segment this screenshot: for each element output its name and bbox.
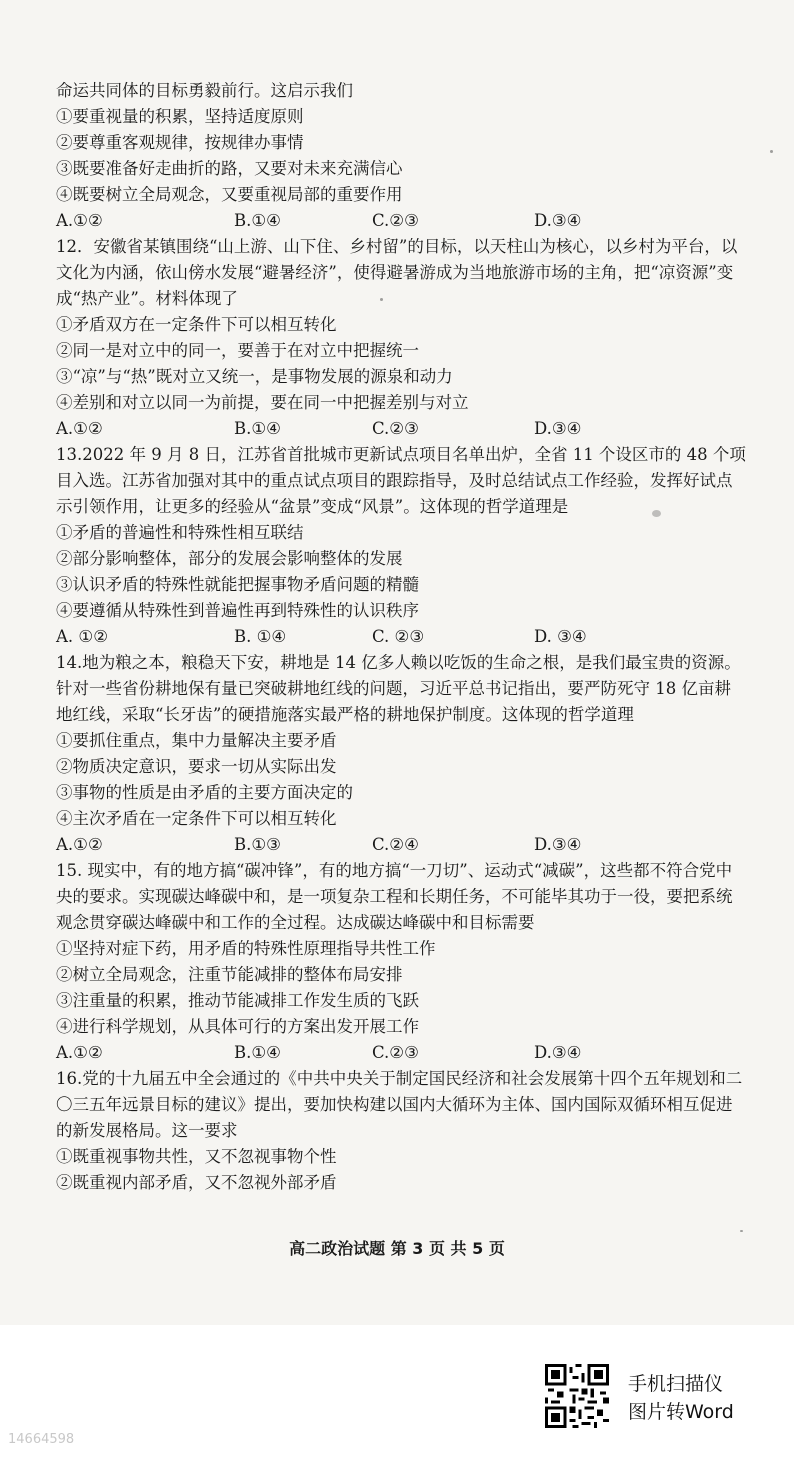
choice-item: ①矛盾双方在一定条件下可以相互转化 — [56, 315, 337, 334]
option-b: B.①④ — [234, 211, 281, 230]
option-a: A.①② — [56, 1043, 103, 1062]
answer-options — [56, 1040, 746, 1066]
answer-options — [56, 208, 746, 234]
question-stem: 12．安徽省某镇围绕“山上游、山下住、乡村留”的目标，以天柱山为核心，以乡村为平台，以文化为内涵，依山傍水发展“避暑经济”，使得避暑游成为当地旅游市场的主角，把“凉资源”变成“热产业”。材料体现了 — [56, 237, 738, 308]
qr-code — [545, 1364, 609, 1428]
choice-item: ①要重视量的积累，坚持适度原则 — [56, 107, 304, 126]
option-d: D.③④ — [534, 419, 582, 438]
option-c: C.②④ — [372, 835, 419, 854]
question-11-tail — [56, 78, 746, 234]
option-b: B.①④ — [234, 419, 281, 438]
scan-speck — [740, 1230, 743, 1232]
answer-options — [56, 416, 746, 442]
scan-speck — [380, 298, 383, 301]
choice-item: ②同一是对立中的同一，要善于在对立中把握统一 — [56, 341, 419, 360]
page-footer: 高二政治试题 第 3 页 共 5 页 — [289, 1239, 505, 1258]
question-stem: 命运共同体的目标勇毅前行。这启示我们 — [56, 81, 353, 100]
question-content — [56, 78, 746, 1196]
scanner-caption-line2: 图片转Word — [628, 1401, 734, 1423]
choice-item: ①既重视事物共性，又不忽视事物个性 — [56, 1147, 337, 1166]
question-stem: 14.地为粮之本，粮稳天下安，耕地是 14 亿多人赖以吃饭的生命之根，是我们最宝贵的资源。针对一些省份耕地保有量已突破耕地红线的问题，习近平总书记指出，要严防死守 18 亿亩耕地红线，采取“长牙齿”的硬措施落实最严格的耕地保护制度。这体现的哲学道理 — [56, 653, 741, 724]
choice-item: ②树立全局观念，注重节能减排的整体布局安排 — [56, 965, 403, 984]
scanner-caption-line1: 手机扫描仪 — [628, 1373, 724, 1395]
option-b: B. ①④ — [234, 627, 287, 646]
choice-item: ①要抓住重点，集中力量解决主要矛盾 — [56, 731, 337, 750]
choice-item: ④既要树立全局观念，又要重视局部的重要作用 — [56, 185, 403, 204]
option-c: C.②③ — [372, 419, 419, 438]
option-d: D. ③④ — [534, 627, 587, 646]
option-c: C.②③ — [372, 211, 419, 230]
choice-item: ④进行科学规划，从具体可行的方案出发开展工作 — [56, 1017, 419, 1036]
choice-item: ④差别和对立以同一为前提，要在同一中把握差别与对立 — [56, 393, 469, 412]
choice-item: ④主次矛盾在一定条件下可以相互转化 — [56, 809, 337, 828]
choice-item: ③事物的性质是由矛盾的主要方面决定的 — [56, 783, 353, 802]
choice-item: ①矛盾的普遍性和特殊性相互联结 — [56, 523, 304, 542]
question-15 — [56, 858, 746, 1066]
question-13 — [56, 442, 746, 650]
question-stem: 13.2022 年 9 月 8 日，江苏省首批城市更新试点项目名单出炉，全省 11 个设区市的 48 个项目入选。江苏省加强对其中的重点试点项目的跟踪指导，及时总结试点工作经验，发挥好试点示引领作用，让更多的经验从“盆景”变成“风景”。这体现的哲学道理是 — [56, 445, 746, 516]
question-16 — [56, 1066, 746, 1196]
choice-item: ③既要准备好走曲折的路，又要对未来充满信心 — [56, 159, 403, 178]
answer-options — [56, 624, 746, 650]
option-b: B.①③ — [234, 835, 281, 854]
option-a: A.①② — [56, 835, 103, 854]
question-12 — [56, 234, 746, 442]
choice-item: ③注重量的积累，推动节能减排工作发生质的飞跃 — [56, 991, 419, 1010]
choice-item: ②部分影响整体，部分的发展会影响整体的发展 — [56, 549, 403, 568]
choice-item: ④要遵循从特殊性到普遍性再到特殊性的认识秩序 — [56, 601, 419, 620]
option-a: A. ①② — [56, 627, 108, 646]
choice-item: ②既重视内部矛盾，又不忽视外部矛盾 — [56, 1173, 337, 1192]
option-d: D.③④ — [534, 1043, 582, 1062]
option-c: C. ②③ — [372, 627, 425, 646]
scan-speck — [770, 150, 773, 153]
option-d: D.③④ — [534, 835, 582, 854]
option-b: B.①④ — [234, 1043, 281, 1062]
option-c: C.②③ — [372, 1043, 419, 1062]
scan-speck — [652, 510, 661, 517]
question-14 — [56, 650, 746, 858]
scanner-caption — [628, 1370, 734, 1426]
choice-item: ③认识矛盾的特殊性就能把握事物矛盾问题的精髓 — [56, 575, 419, 594]
choice-item: ①坚持对症下药，用矛盾的特殊性原理指导共性工作 — [56, 939, 436, 958]
option-a: A.①② — [56, 211, 103, 230]
choice-item: ③“凉”与“热”既对立又统一，是事物发展的源泉和动力 — [56, 367, 453, 386]
answer-options — [56, 832, 746, 858]
option-d: D.③④ — [534, 211, 582, 230]
choice-item: ②要尊重客观规律，按规律办事情 — [56, 133, 304, 152]
document-id: 14664598 — [8, 1432, 75, 1447]
question-stem: 15. 现实中，有的地方搞“碳冲锋”，有的地方搞“一刀切”、运动式“减碳”，这些都不符合党中央的要求。实现碳达峰碳中和，是一项复杂工程和长期任务，不可能毕其功于一役，要把系统观念贯穿碳达峰碳中和工作的全过程。达成碳达峰碳中和目标需要 — [56, 861, 733, 932]
option-a: A.①② — [56, 419, 103, 438]
question-stem: 16.党的十九届五中全会通过的《中共中央关于制定国民经济和社会发展第十四个五年规划和二〇三五年远景目标的建议》提出，要加快构建以国内大循环为主体、国内国际双循环相互促进的新发展格局。这一要求 — [56, 1069, 743, 1140]
choice-item: ②物质决定意识，要求一切从实际出发 — [56, 757, 337, 776]
